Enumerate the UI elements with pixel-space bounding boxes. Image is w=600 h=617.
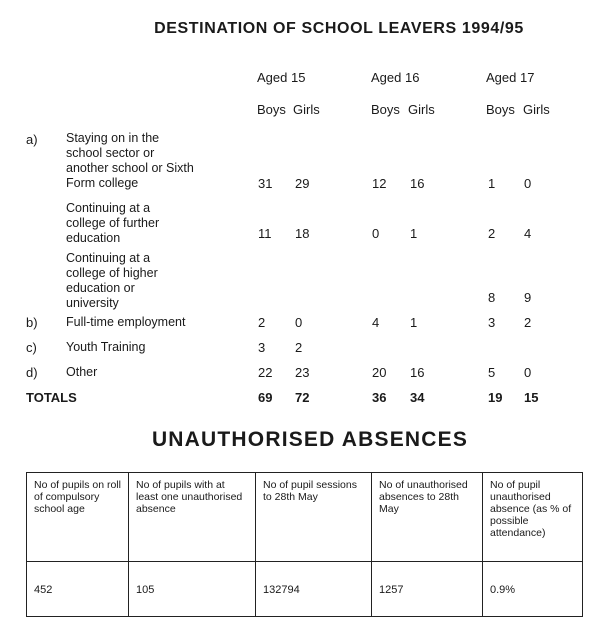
row-label: Youth Training [66,340,146,354]
row-label: Continuing at a college of higher education or university [66,251,158,310]
cell-value: 0 [295,315,303,330]
absences-header-cell: No of pupils on roll of compulsory school age [27,473,129,562]
age-header-15: Aged 15 [257,70,306,85]
row-letter: a) [26,132,38,147]
total-value: 69 [258,390,273,405]
absences-header-cell: No of unauthorised absences to 28th May [372,473,483,562]
row-letter: b) [26,315,38,330]
cell-value: 18 [295,226,310,241]
gender-header: Boys [371,102,400,117]
cell-value: 23 [295,365,310,380]
cell-value: 16 [410,365,425,380]
cell-value: 11 [258,226,272,241]
age-header-17: Aged 17 [486,70,535,85]
total-value: 15 [524,390,539,405]
absences-value-cell: 0.9% [483,562,583,617]
gender-header: Girls [408,102,435,117]
cell-value: 29 [295,176,310,191]
gender-header: Girls [523,102,550,117]
gender-header: Girls [293,102,320,117]
total-value: 34 [410,390,425,405]
cell-value: 3 [488,315,496,330]
row-letter: c) [26,340,37,355]
cell-value: 1 [410,315,418,330]
cell-value: 8 [488,290,496,305]
totals-label: TOTALS [26,390,77,405]
cell-value: 1 [488,176,496,191]
cell-value: 0 [524,176,532,191]
row-label: Continuing at a college of further education [66,201,160,245]
row-label: Other [66,365,98,379]
cell-value: 2 [488,226,496,241]
cell-value: 12 [372,176,387,191]
absences-title: UNAUTHORISED ABSENCES [151,428,469,451]
cell-value: 4 [524,226,532,241]
absences-header-row [27,473,583,562]
gender-header: Boys [486,102,515,117]
row-label: Full-time employment [66,315,186,329]
cell-value: 5 [488,365,496,380]
cell-value: 0 [372,226,380,241]
absences-header-cell: No of pupils with at least one unauthorised absence [129,473,256,562]
absences-value-cell: 1257 [372,562,483,617]
leavers-title: DESTINATION OF SCHOOL LEAVERS 1994/95 [154,20,524,37]
cell-value: 22 [258,365,273,380]
absences-value-cell: 105 [129,562,256,617]
row-letter: d) [26,365,38,380]
cell-value: 3 [258,340,266,355]
row-label: Staying on in the school sector or another school or Sixth Form college [66,131,194,190]
absences-value-cell: 132794 [256,562,372,617]
absences-value-cell: 452 [27,562,129,617]
cell-value: 2 [295,340,303,355]
cell-value: 2 [524,315,532,330]
age-header-16: Aged 16 [371,70,420,85]
cell-value: 1 [410,226,418,241]
total-value: 72 [295,390,310,405]
absences-value-row [27,562,583,617]
cell-value: 16 [410,176,425,191]
total-value: 19 [488,390,503,405]
total-value: 36 [372,390,387,405]
absences-header-cell: No of pupil sessions to 28th May [256,473,372,562]
cell-value: 9 [524,290,532,305]
cell-value: 2 [258,315,266,330]
cell-value: 20 [372,365,387,380]
cell-value: 0 [524,365,532,380]
absences-table [26,472,583,617]
cell-value: 4 [372,315,380,330]
gender-header: Boys [257,102,286,117]
absences-header-cell: No of pupil unauthorised absence (as % of possible attendance) [483,473,583,562]
cell-value: 31 [258,176,273,191]
